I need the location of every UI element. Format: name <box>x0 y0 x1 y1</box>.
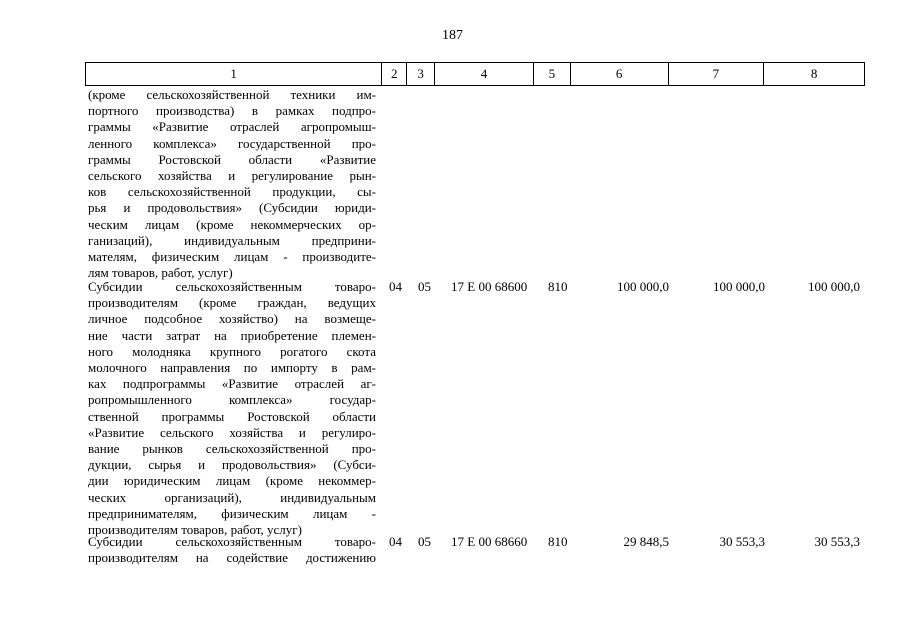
description-line: ганизаций), индивидуальным предприни- <box>88 232 376 248</box>
description-line: ленного комплекса» государственной про- <box>88 135 376 151</box>
description-line: (кроме сельскохозяйственной техники им- <box>88 87 376 102</box>
description-line: производителям товаров, работ, услуг) <box>88 522 302 538</box>
description-line: «Развитие сельского хозяйства и регулиро- <box>88 424 376 440</box>
description-line: производителям на содействие достижению <box>88 550 376 566</box>
cell-pz: 05 <box>418 534 431 549</box>
description-line: дукции, сырья и продовольствия» (Субси- <box>88 457 376 473</box>
cell-csr: 17 Е 00 68660 <box>451 534 528 549</box>
cell-amount-year2: 30 553,3 <box>719 534 765 549</box>
column-header-3: 3 <box>407 63 435 85</box>
description-line: Субсидии сельскохозяйственным товаро- <box>88 534 376 549</box>
cell-vr: 810 <box>548 534 568 549</box>
cell-vr: 810 <box>548 279 568 294</box>
description-line: ние части затрат на приобретение племен- <box>88 327 376 343</box>
description-line: вание рынков сельскохозяйственной про- <box>88 441 376 457</box>
column-header-8: 8 <box>810 66 818 81</box>
description-line: ственной программы Ростовской области <box>88 408 376 424</box>
description-line: граммы «Развитие отраслей агропромыш- <box>88 119 376 135</box>
page-number: 187 <box>442 28 463 43</box>
cell-gl: 04 <box>389 534 402 549</box>
table-row-description <box>88 87 376 281</box>
cell-csr: 17 Е 00 68600 <box>451 279 528 294</box>
table-row-description <box>88 279 376 538</box>
column-header-7: 7 <box>669 63 765 85</box>
description-line: предпринимателям, физическим лицам - <box>88 505 376 521</box>
cell-amount-year3: 100 000,0 <box>808 279 860 294</box>
description-line: мателям, физическим лицам - производите- <box>88 249 376 265</box>
description-line: сельского хозяйства и регулирование рын- <box>88 168 376 184</box>
cell-pz: 05 <box>418 279 431 294</box>
column-header-6: 6 <box>571 63 669 85</box>
description-line: ропромышленного комплекса» государ- <box>88 392 376 408</box>
description-line: молочного направления по импорту в рам- <box>88 360 376 376</box>
description-line: личное подсобное хозяйство) на возмеще- <box>88 311 376 327</box>
description-line: ного молодняка крупного рогатого скота <box>88 343 376 359</box>
cell-amount-year2: 100 000,0 <box>713 279 765 294</box>
description-line: граммы Ростовской области «Развитие <box>88 151 376 167</box>
cell-amount-year1: 100 000,0 <box>617 279 669 294</box>
column-header-4: 4 <box>435 63 534 85</box>
description-line: ческим лицам (кроме некоммерческих ор- <box>88 216 376 232</box>
cell-amount-year1: 29 848,5 <box>623 534 669 549</box>
table-row-description <box>88 534 376 566</box>
cell-amount-year3: 30 553,3 <box>814 534 860 549</box>
description-line: дии юридическим лицам (кроме некоммер- <box>88 473 376 489</box>
column-header-1: 1 <box>86 63 382 85</box>
description-line: производителям (кроме граждан, ведущих <box>88 295 376 311</box>
description-line: ков сельскохозяйственной продукции, сы- <box>88 184 376 200</box>
description-line: Субсидии сельскохозяйственным товаро- <box>88 279 376 294</box>
description-line: ках подпрограммы «Развитие отраслей аг- <box>88 376 376 392</box>
cell-gl: 04 <box>389 279 402 294</box>
column-header-2: 2 <box>382 63 407 85</box>
description-line: рья и продовольствия» (Субсидии юриди- <box>88 200 376 216</box>
table-header <box>85 62 865 86</box>
description-line: ческих организаций), индивидуальным <box>88 489 376 505</box>
description-line: портного производства) в рамках подпро- <box>88 103 376 119</box>
column-header-5: 5 <box>534 63 571 85</box>
description-line: лям товаров, работ, услуг) <box>88 265 233 281</box>
